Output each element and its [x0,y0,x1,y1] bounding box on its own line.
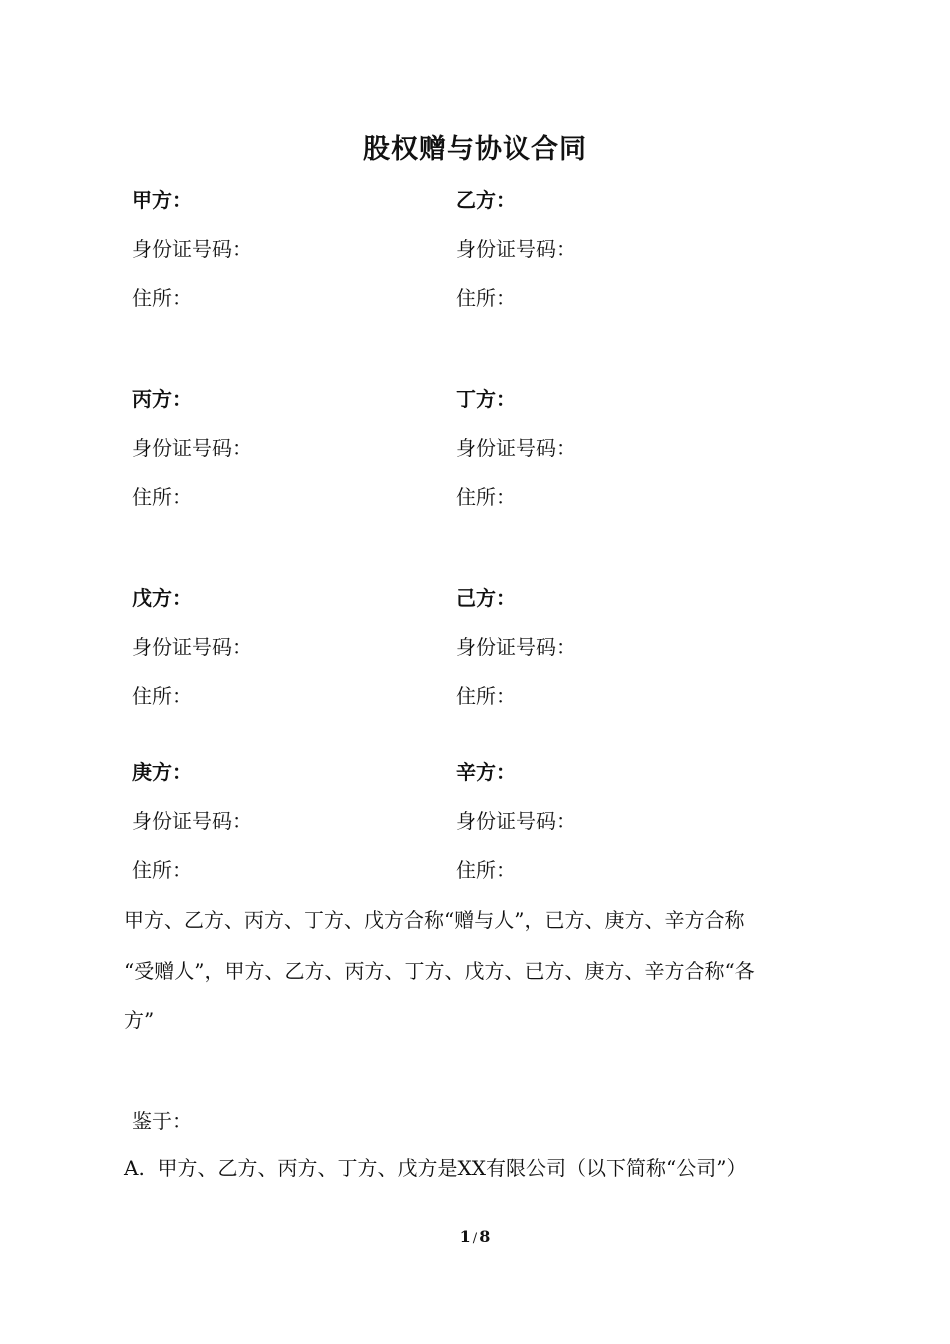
party-name-jia: 甲方： [132,188,192,212]
party-id-label-jia: 身份证号码： [132,237,252,261]
party-id-label-ding: 身份证号码： [456,436,576,460]
party-address-label-geng: 住所： [132,858,192,882]
summary-line-3: 方” [124,1008,155,1032]
summary-line-2: “受赠人”，甲方、乙方、丙方、丁方、戊方、已方、庚方、辛方合称“各 [124,959,755,983]
party-address-label-ji: 住所： [456,684,516,708]
party-address-label-wu: 住所： [132,684,192,708]
party-address-label-ding: 住所： [456,485,516,509]
party-address-label-xin: 住所： [456,858,516,882]
party-name-ding: 丁方： [456,387,516,411]
party-name-geng: 庚方： [132,760,192,784]
party-id-label-wu: 身份证号码： [132,635,252,659]
party-address-label-jia: 住所： [132,286,192,310]
page-current: 1 [459,1227,471,1246]
page-separator: / [472,1231,478,1246]
page-number [0,1226,950,1250]
party-id-label-geng: 身份证号码： [132,809,252,833]
party-name-bing: 丙方： [132,387,192,411]
party-name-yi: 乙方： [456,188,516,212]
party-name-xin: 辛方： [456,760,516,784]
party-id-label-ji: 身份证号码： [456,635,576,659]
party-name-ji: 己方： [456,586,516,610]
party-id-label-bing: 身份证号码： [132,436,252,460]
summary-line-1: 甲方、乙方、丙方、丁方、戊方合称“赠与人”，已方、庚方、辛方合称 [124,908,745,932]
party-name-wu: 戊方： [132,586,192,610]
page-total: 8 [479,1227,491,1246]
clause-a: A. 甲方、乙方、丙方、丁方、戊方是XX有限公司（以下简称“公司”） [124,1156,747,1180]
document-title: 股权赠与协议合同 [363,134,587,165]
party-address-label-bing: 住所： [132,485,192,509]
party-id-label-yi: 身份证号码： [456,237,576,261]
party-address-label-yi: 住所： [456,286,516,310]
party-id-label-xin: 身份证号码： [456,809,576,833]
whereas-label: 鉴于： [132,1109,192,1133]
